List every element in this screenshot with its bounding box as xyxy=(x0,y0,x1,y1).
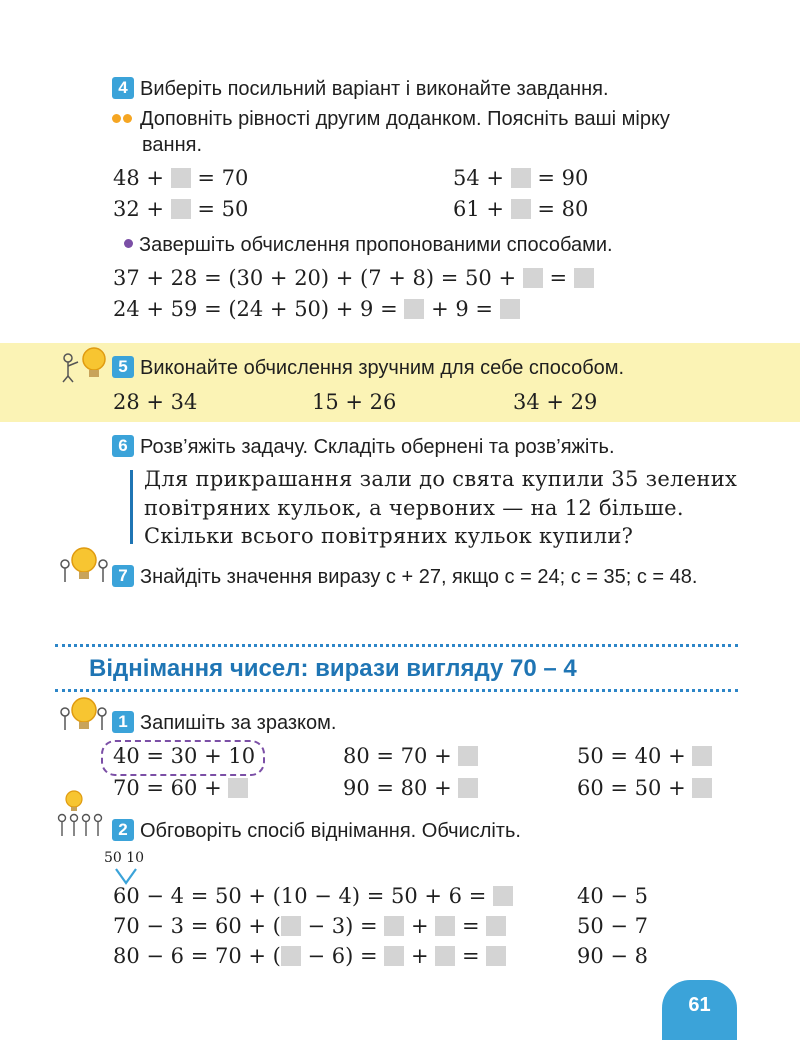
equation: 80 = 70 + xyxy=(343,744,478,768)
ex5-item: 28 + 34 xyxy=(113,390,198,414)
answer-box[interactable] xyxy=(228,778,248,798)
lightbulb-people-icon xyxy=(58,546,110,586)
answer-box[interactable] xyxy=(458,746,478,766)
ex6-title: Розв’яжіть задачу. Складіть обернені та розв’яжіть. xyxy=(140,436,615,458)
s1-header xyxy=(112,712,336,735)
dotted-divider xyxy=(55,689,738,692)
lightbulb-people-icon xyxy=(58,696,108,736)
equation: 54 + = 90 xyxy=(453,166,589,190)
ex4-title: Виберіть посильний варіант і виконайте завдання. xyxy=(140,78,609,100)
ex4-purple-task: Завершіть обчислення пропонованими способами. xyxy=(124,234,613,257)
equation: 32 + = 50 xyxy=(113,197,249,221)
ex4-orange-task xyxy=(112,108,670,131)
answer-box[interactable] xyxy=(486,946,506,966)
page-number: 61 xyxy=(662,980,737,1040)
answer-box[interactable] xyxy=(171,199,191,219)
exercise-number: 4 xyxy=(112,77,134,99)
s2-title: Обговоріть спосіб віднімання. Обчисліть. xyxy=(140,820,521,842)
ex4-header xyxy=(112,78,609,101)
calc-line: 60 − 4 = 50 + (10 − 4) = 50 + 6 = xyxy=(113,884,513,908)
answer-box[interactable] xyxy=(493,886,513,906)
section-title: Віднімання чисел: вирази вигляду 70 – 4 xyxy=(89,655,577,682)
answer-box[interactable] xyxy=(500,299,520,319)
answer-box[interactable] xyxy=(692,778,712,798)
exercise-number: 5 xyxy=(112,356,134,378)
sample-equation: 40 = 30 + 10 xyxy=(113,744,256,768)
answer-box[interactable] xyxy=(574,268,594,288)
equation: 90 = 80 + xyxy=(343,776,478,800)
extra-expression: 40 − 5 xyxy=(577,884,649,908)
equation: 61 + = 80 xyxy=(453,197,589,221)
equation: 48 + = 70 xyxy=(113,166,249,190)
exercise-number: 2 xyxy=(112,819,134,841)
ex5-header xyxy=(112,357,624,380)
ex7-header xyxy=(112,566,697,589)
equation: 70 = 60 + xyxy=(113,776,248,800)
answer-box[interactable] xyxy=(692,746,712,766)
dotted-divider xyxy=(55,644,738,647)
lightbulb-people-icon xyxy=(58,344,108,384)
calc-line: 70 − 3 = 60 + ( − 3) = + = xyxy=(113,914,506,938)
lightbulb-group-icon xyxy=(56,790,108,840)
answer-box[interactable] xyxy=(404,299,424,319)
answer-box[interactable] xyxy=(281,916,301,936)
ex5-item: 34 + 29 xyxy=(513,390,598,414)
ex5-item: 15 + 26 xyxy=(312,390,397,414)
equation: 50 = 40 + xyxy=(577,744,712,768)
answer-box[interactable] xyxy=(435,946,455,966)
calc-line: 24 + 59 = (24 + 50) + 9 = + 9 = xyxy=(113,297,520,321)
calc-line: 80 − 6 = 70 + ( − 6) = + = xyxy=(113,944,506,968)
problem-bar xyxy=(130,470,133,544)
ex5-title: Виконайте обчислення зручним для себе способом. xyxy=(140,357,625,379)
ex7-text: Знайдіть значення виразу c + 27, якщо c = 24; c = 35; c = 48. xyxy=(140,566,698,588)
orange-task-line1: Доповніть рівності другим доданком. Поясніть ваші мірку xyxy=(140,108,670,130)
extra-expression: 90 − 8 xyxy=(577,944,649,968)
answer-box[interactable] xyxy=(384,916,404,936)
problem-line2: повітряних кульок, а червоних — на 12 більше. xyxy=(144,496,684,520)
extra-expression: 50 − 7 xyxy=(577,914,649,938)
answer-box[interactable] xyxy=(511,168,531,188)
orange-level-icon xyxy=(112,106,140,129)
answer-box[interactable] xyxy=(435,916,455,936)
problem-line1: Для прикрашання зали до свята купили 35 зелених xyxy=(144,467,738,491)
calc-line: 37 + 28 = (30 + 20) + (7 + 8) = 50 + = xyxy=(113,266,594,290)
answer-box[interactable] xyxy=(486,916,506,936)
answer-box[interactable] xyxy=(511,199,531,219)
equation: 60 = 50 + xyxy=(577,776,712,800)
problem-line3: Скільки всього повітряних кульок купили? xyxy=(144,524,634,548)
exercise-number: 6 xyxy=(112,435,134,457)
s2-header xyxy=(112,820,521,843)
split-labels: 50 10 xyxy=(104,850,145,866)
s1-title: Запишіть за зразком. xyxy=(140,712,337,734)
ex6-header xyxy=(112,436,615,459)
purple-level-icon xyxy=(124,239,133,248)
orange-task-line2: вання. xyxy=(142,134,202,156)
answer-box[interactable] xyxy=(384,946,404,966)
answer-box[interactable] xyxy=(458,778,478,798)
answer-box[interactable] xyxy=(171,168,191,188)
answer-box[interactable] xyxy=(523,268,543,288)
exercise-number: 1 xyxy=(112,711,134,733)
answer-box[interactable] xyxy=(281,946,301,966)
exercise-number: 7 xyxy=(112,565,134,587)
